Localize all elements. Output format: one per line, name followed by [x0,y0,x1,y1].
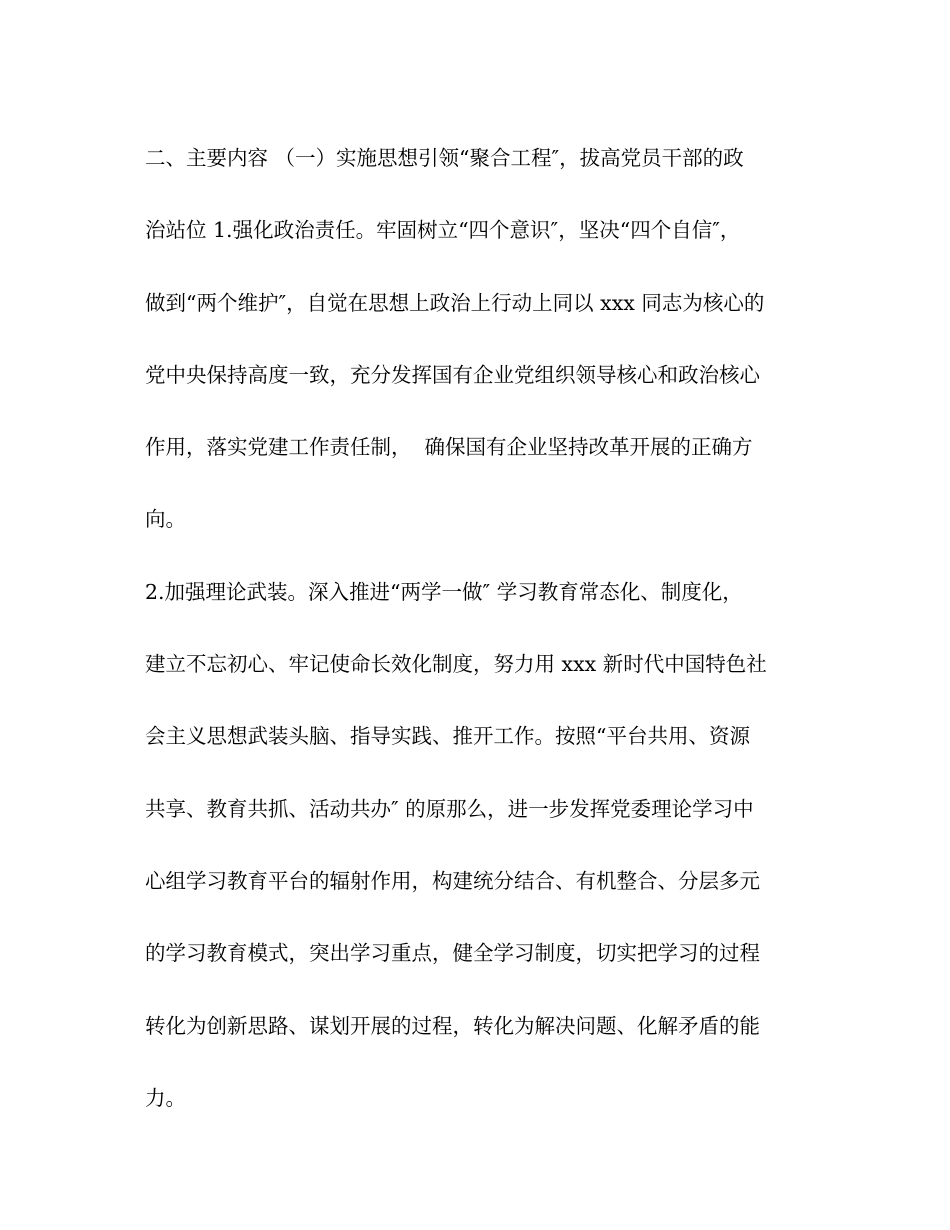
text-line: 的学习教育模式，突出学习重点，健全学习制度，切实把学习的过程 [145,941,760,966]
text-line: 转化为创新思路、谋划开展的过程，转化为解决问题、化解矛盾的能 [145,1013,760,1038]
text-line: 2.加强理论武装。深入推进“两学一做″ 学习教育常态化、制度化， [145,579,743,604]
text-line: 建立不忘初心、牢记使命长效化制度，努力用 xxx 新时代中国特色社 [145,652,767,677]
text-line: 做到“两个维护″，自觉在思想上政治上行动上同以 xxx 同志为核心的 [145,290,765,315]
text-line: 心组学习教育平台的辐射作用，构建统分结合、有机整合、分层多元 [145,868,760,893]
text-line: 共享、教育共抓、活动共办″ 的原那么，进一步发挥党委理论学习中 [145,796,754,821]
text-line: 二、主要内容 （一）实施思想引领“聚合工程″，拔高党员干部的政 [145,146,744,170]
text-line: 力。 [145,1085,186,1110]
text-line: 会主义思想武装头脑、指导实践、推开工作。按照“平台共用、资源 [145,724,750,749]
text-line: 治站位 1.强化政治责任。牢固树立“四个意识″，坚决“四个自信″， [145,218,741,243]
document-body [145,122,815,1134]
text-line: 向。 [145,507,186,532]
text-line: 党中央保持高度一致，充分发挥国有企业党组织领导核心和政治核心 [145,362,760,387]
text-line: 作用，落实党建工作责任制， 确保国有企业坚持改革开展的正确方 [145,435,753,460]
